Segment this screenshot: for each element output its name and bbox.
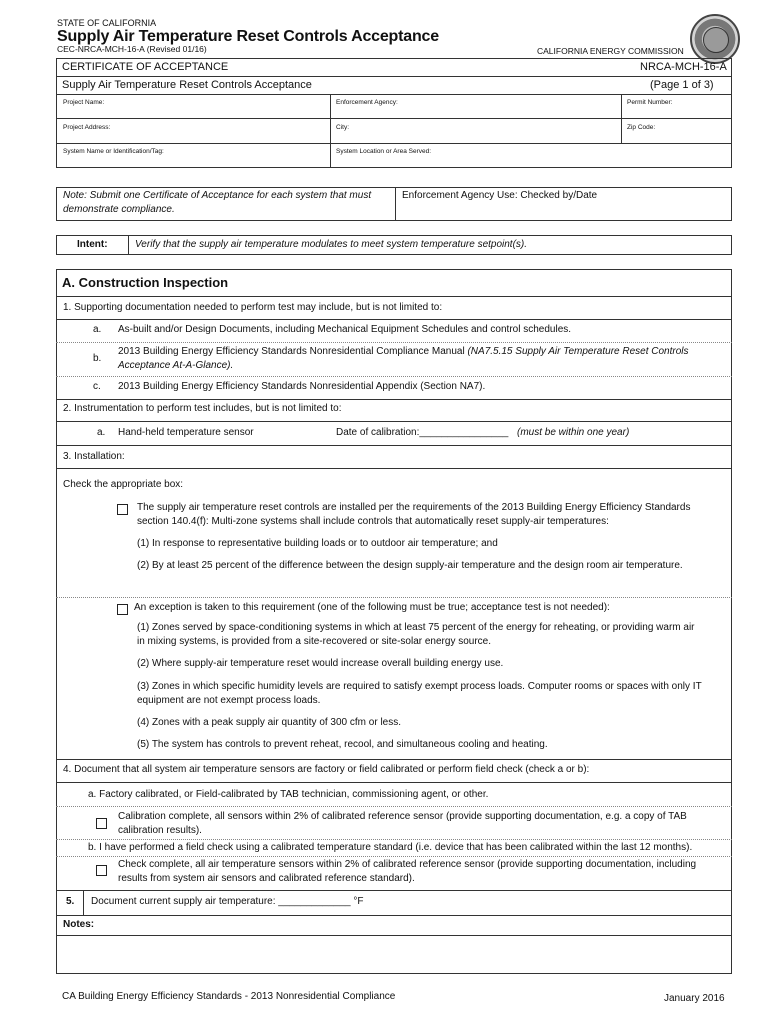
city-field[interactable]: City: [336,124,349,131]
check-complete-checkbox[interactable] [96,865,107,876]
option2-sub1-line1: (1) Zones served by space-conditioning systems in which at least 75 percent of the energy for reheating, or providing warm air [137,622,695,633]
option2-sub1-line2: in mixing systems, is provided from a site-recovered or site-solar energy source. [137,636,492,647]
certificate-subtitle: Supply Air Temperature Reset Controls Acceptance [62,79,312,91]
option2-sub3-line2: equipment are not exempt process loads. [137,695,321,706]
notes-textarea[interactable] [57,936,731,973]
permit-number-field[interactable]: Permit Number: [627,99,673,106]
form-title: Supply Air Temperature Reset Controls Acceptance [57,28,439,45]
option1-sub1: (1) In response to representative building loads or to outdoor air temperature; and [137,538,498,549]
item4-a-check-line2: calibration results). [118,825,202,836]
option1-line2: section 140.4(f): Multi-zone systems shall include controls that automatically reset supply-air temperatures: [137,516,609,527]
system-location-field[interactable]: System Location or Area Served: [336,148,432,155]
item4-a-check-line1: Calibration complete, all sensors within 2% of calibrated reference sensor (provide supporting documentation, e.g. a copy of TAB [118,811,687,822]
check-box-instruction: Check the appropriate box: [63,479,184,490]
item3-text: 3. Installation: [63,451,125,462]
section-a-title: A. Construction Inspection [62,275,229,290]
item1-c-letter: c. [93,381,101,392]
form-number: CEC-NRCA-MCH-16-A (Revised 01/16) [57,44,207,54]
agency-seal-icon [690,14,740,64]
project-name-field[interactable]: Project Name: [63,99,105,106]
supply-air-temperature-field[interactable]: Document current supply air temperature: _____________ °F [91,896,364,907]
footer-standards: CA Building Energy Efficiency Standards - 2013 Nonresidential Compliance [62,991,396,1002]
footer-date: January 2016 [664,993,725,1004]
certificate-heading: CERTIFICATE OF ACCEPTANCE [62,61,229,73]
item2-a-text: Hand-held temperature sensor [118,427,254,438]
system-name-field[interactable]: System Name or Identification/Tag: [63,148,164,155]
note-text-line2: demonstrate compliance. [63,204,175,215]
item1-b-text: 2013 Building Energy Efficiency Standards Nonresidential Compliance Manual [118,346,468,357]
option2-line1: An exception is taken to this requirement (one of the following must be true; acceptance test is not needed): [134,602,610,613]
option1-line1: The supply air temperature reset controls are installed per the requirements of the 2013 Building Energy Efficiency Standards [137,502,691,513]
enforcement-agency-field[interactable]: Enforcement Agency: [336,99,398,106]
item1-b-reference: (NA7.5.15 Supply Air Temperature Reset Controls [467,346,689,357]
item4-text: 4. Document that all system air temperature sensors are factory or field calibrated or perform field check (check a or b): [63,764,590,775]
zip-code-field[interactable]: Zip Code: [627,124,656,131]
note-text-line1: Note: Submit one Certificate of Acceptance for each system that must [63,190,372,201]
option2-sub3-line1: (3) Zones in which specific humidity levels are required to satisfy exempt process loads. Computer rooms or spaces with only IT [137,681,702,692]
calibration-date-field[interactable]: Date of calibration:________________ [336,427,509,438]
item4-a-text: a. Factory calibrated, or Field-calibrated by TAB technician, commissioning agent, or other. [88,789,489,800]
item4-b-check-line2: results from system air sensors and calibrated reference standard). [118,873,415,884]
project-address-field[interactable]: Project Address: [63,124,111,131]
state-label: STATE OF CALIFORNIA [57,18,157,28]
certificate-code: NRCA-MCH-16-A [640,61,727,73]
option2-sub4: (4) Zones with a peak supply air quantity of 300 cfm or less. [137,717,402,728]
agency-label: CALIFORNIA ENERGY COMMISSION [537,46,684,56]
page-indicator: (Page 1 of 3) [650,79,714,91]
option2-sub5: (5) The system has controls to prevent reheat, recool, and simultaneous cooling and heating. [137,739,548,750]
item1-a-text: As-built and/or Design Documents, including Mechanical Equipment Schedules and control schedules. [118,324,572,335]
item2-text: 2. Instrumentation to perform test includes, but is not limited to: [63,403,342,414]
item1-text: 1. Supporting documentation needed to perform test may include, but is not limited to: [63,302,443,313]
intent-text: Verify that the supply air temperature modulates to meet system temperature setpoint(s). [135,239,528,250]
intent-label: Intent: [77,239,108,250]
item4-b-text: b. I have performed a field check using a calibrated temperature standard (i.e. device that has been calibrated within the last 12 months). [88,842,693,853]
item5-number: 5. [66,896,75,907]
option2-sub2: (2) Where supply-air temperature reset would increase overall building energy use. [137,658,504,669]
item2-a-letter: a. [97,427,106,438]
agency-use-field[interactable]: Enforcement Agency Use: Checked by/Date [402,190,598,201]
calibration-date-note: (must be within one year) [517,427,630,438]
item1-b-letter: b. [93,353,102,364]
item1-a-letter: a. [93,324,102,335]
option1-sub2: (2) By at least 25 percent of the difference between the design supply-air temperature and the design room air temperature. [137,560,683,571]
exception-taken-checkbox[interactable] [117,604,128,615]
calibration-complete-checkbox[interactable] [96,818,107,829]
item4-b-check-line1: Check complete, all air temperature sensors within 2% of calibrated reference sensor (provide supporting documentation, including [118,859,697,870]
notes-label: Notes: [63,919,95,930]
item1-b-reference-cont: Acceptance At-A-Glance). [118,360,234,371]
item1-c-text: 2013 Building Energy Efficiency Standards Nonresidential Appendix (Section NA7). [118,381,486,392]
installed-per-requirements-checkbox[interactable] [117,504,128,515]
